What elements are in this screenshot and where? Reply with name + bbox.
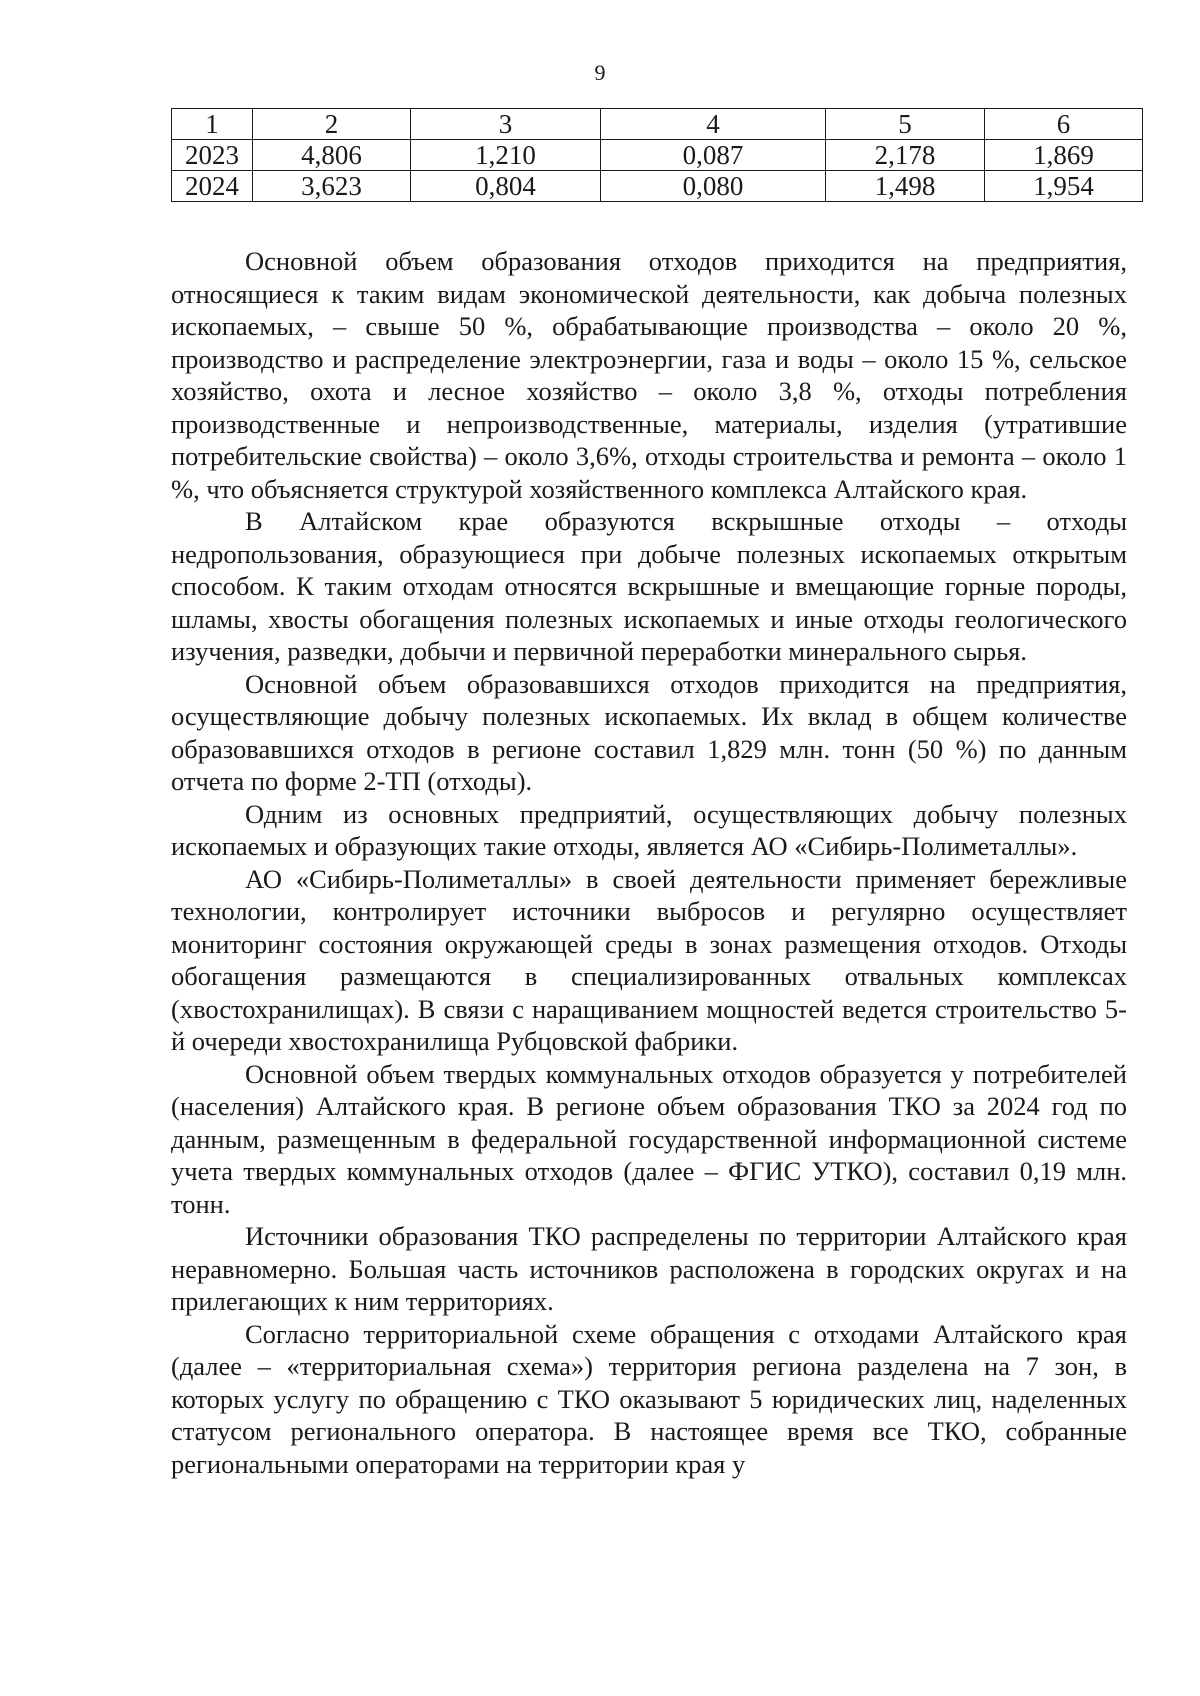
table-cell: 4 <box>601 109 826 140</box>
table-cell: 4,806 <box>253 140 411 171</box>
paragraph: Одним из основных предприятий, осуществляющих добычу полезных ископаемых и образующих такие отходы, является АО «Сибирь-Полиметаллы». <box>171 798 1127 861</box>
table-cell: 2 <box>253 109 411 140</box>
table-cell: 5 <box>826 109 985 140</box>
table-row <box>172 171 1143 202</box>
table-cell: 1 <box>172 109 253 140</box>
paragraph: Основной объем образования отходов приходится на предприятия, относящиеся к таким видам экономической деятельности, как добыча полезных ископаемых, – свыше 50 %, обрабатывающие производства – около 20 %, производство и распределение электроэнергии, газа и воды – около 15 %, сельское хозяйство, охота и лесное хозяйство – около 3,8 %, отходы потребления производственные и непроизводственные, материалы, изделия (утратившие потребительские свойства) – около 3,6%, отходы строительства и ремонта – около 1 %, что объясняется структурой хозяйственного комплекса Алтайского края. <box>171 246 1127 504</box>
table-cell: 1,498 <box>826 171 985 202</box>
table-cell: 0,080 <box>601 171 826 202</box>
table-cell: 3 <box>411 109 601 140</box>
paragraph: Согласно территориальной схеме обращения с отходами Алтайского края (далее – «территориальная схема») территория региона разделена на 7 зон, в которых услугу по обращению с ТКО оказывают 5 юридических лиц, наделенных статусом регионального оператора. В настоящее время все ТКО, собранные региональными операторами на территории края у <box>171 1318 1127 1479</box>
table-cell: 0,087 <box>601 140 826 171</box>
paragraph: Источники образования ТКО распределены по территории Алтайского края неравномерно. Большая часть источников расположена в городских округах и на прилегающих к ним территориях. <box>171 1221 1127 1316</box>
table-cell: 2023 <box>172 140 253 171</box>
body-text <box>171 245 1127 1480</box>
page-number: 9 <box>594 60 606 85</box>
data-table <box>171 108 1143 202</box>
table-cell: 0,804 <box>411 171 601 202</box>
paragraph: В Алтайском крае образуются вскрышные отходы – отходы недропользования, образующиеся при добыче полезных ископаемых открытым способом. К таким отходам относятся вскрышные и вмещающие горные породы, шламы, хвосты обогащения полезных ископаемых и иные отходы геологического изучения, разведки, добычи и первичной переработки минерального сырья. <box>171 506 1127 666</box>
table-cell: 1,210 <box>411 140 601 171</box>
table-header-row <box>172 109 1143 140</box>
paragraph: Основной объем образовавшихся отходов приходится на предприятия, осуществляющие добычу полезных ископаемых. Их вклад в общем количестве образовавшихся отходов в регионе составил 1,829 млн. тонн (50 %) по данным отчета по форме 2-ТП (отходы). <box>171 668 1127 796</box>
table-cell: 3,623 <box>253 171 411 202</box>
table-cell: 1,954 <box>985 171 1143 202</box>
table-cell: 1,869 <box>985 140 1143 171</box>
table-cell: 2024 <box>172 171 253 202</box>
table-row <box>172 140 1143 171</box>
paragraph: Основной объем твердых коммунальных отходов образуется у потребителей (населения) Алтайского края. В регионе объем образования ТКО за 2024 год по данным, размещенным в федеральной государственной информационной системе учета твердых коммунальных отходов (далее – ФГИС УТКО), составил 0,19 млн. тонн. <box>171 1058 1127 1219</box>
paragraph: АО «Сибирь-Полиметаллы» в своей деятельности применяет бережливые технологии, контролирует источники выбросов и регулярно осуществляет мониторинг состояния окружающей среды в зонах размещения отходов. Отходы обогащения размещаются в специализированных отвальных комплексах (хвостохранилищах). В связи с наращиванием мощностей ведется строительство 5-й очереди хвостохранилища Рубцовской фабрики. <box>171 863 1127 1056</box>
table-cell: 2,178 <box>826 140 985 171</box>
table-cell: 6 <box>985 109 1143 140</box>
